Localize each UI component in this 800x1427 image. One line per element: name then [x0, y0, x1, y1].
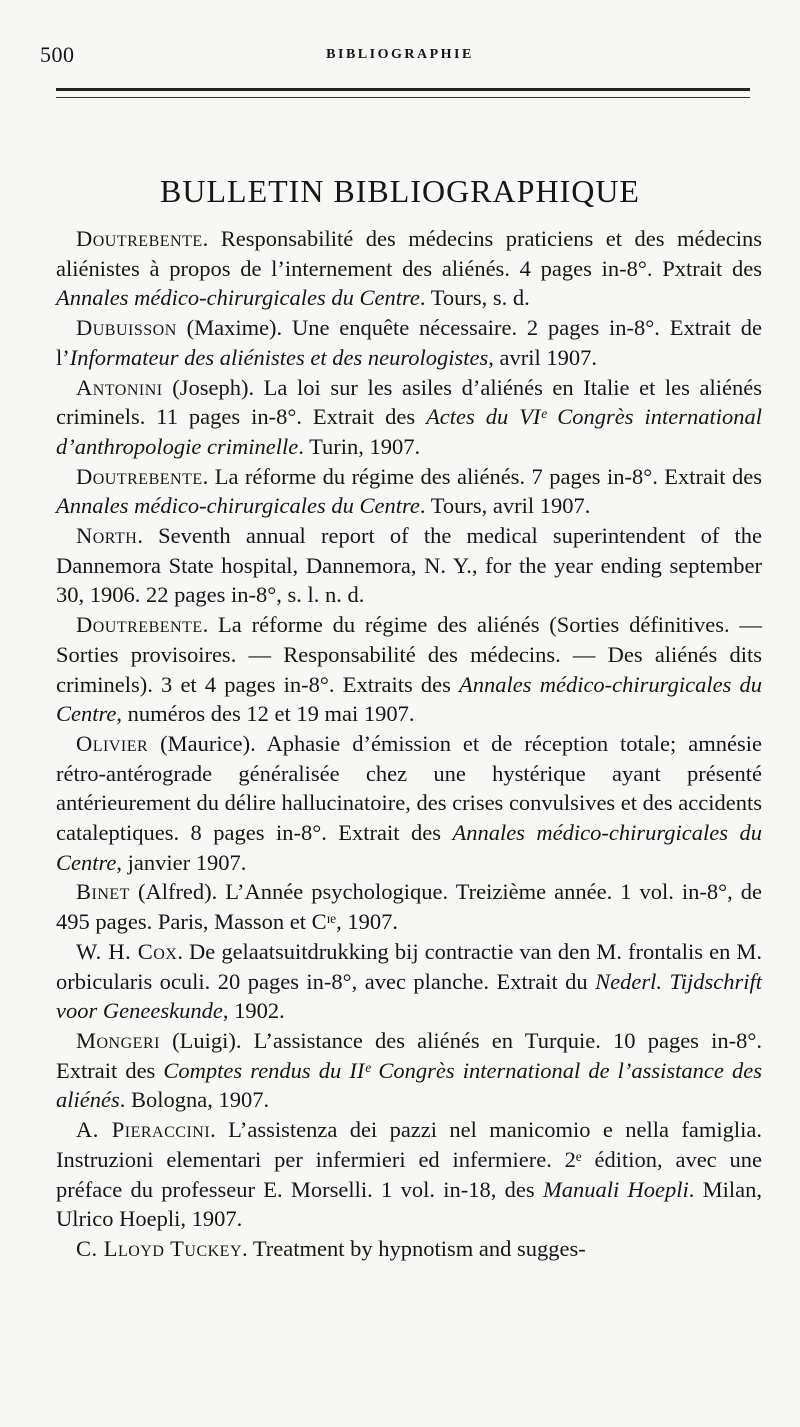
- running-title: BIBLIOGRAPHIE: [326, 47, 474, 62]
- entry-text-end: , janvier 1907.: [116, 849, 247, 875]
- bibliography-entry: [56, 462, 762, 521]
- entry-author: North: [76, 523, 138, 549]
- entry-text: . La réforme du régime des aliénés (Sorties définitives. — Sorties provisoires. — Responsabilité des médecins. — Des aliénés dits criminels). 3 et 4 pages in-8°. Extraits des: [56, 612, 762, 697]
- entry-author: C. Lloyd Tuckey: [76, 1235, 243, 1261]
- bibliography-entry: [56, 1234, 762, 1264]
- bibliography-entries: [56, 224, 762, 1264]
- entry-author: Antonini: [76, 374, 163, 400]
- entry-author: Olivier: [76, 730, 149, 756]
- entry-text-end: , avril 1907.: [488, 344, 597, 370]
- bibliography-entry: [56, 610, 762, 729]
- entry-text-end: , numéros des 12 et 19 mai 1907.: [116, 701, 415, 727]
- entry-source-title: Actes du VIᵉ Congrès international d’anthropologie criminelle: [56, 404, 762, 459]
- entry-source-title: Manuali Hoepli: [542, 1176, 689, 1202]
- entry-source-title: Nederl. Tijdschrift voor Geneeskunde: [56, 968, 763, 1024]
- bibliography-entry: [56, 729, 762, 878]
- entry-text: (Maxime). Une enquête nécessaire. 2 pages in-8°. Extrait de l’: [56, 315, 762, 370]
- bibliography-entry: [56, 224, 762, 313]
- entry-text-end: . Turin, 1907.: [298, 433, 421, 459]
- entry-author: Dubuisson: [76, 315, 177, 341]
- entry-source-title: Comptes rendus du IIᵉ Congrès international de l’assistance des aliénés: [56, 1057, 762, 1113]
- section-title: BULLETIN BIBLIOGRAPHIQUE: [160, 173, 640, 210]
- entry-author: Doutrebente: [76, 612, 203, 638]
- entry-author: A. Pieraccini: [76, 1117, 211, 1143]
- bibliography-entry: [56, 1026, 762, 1115]
- entry-author: Binet: [76, 879, 130, 905]
- entry-text: (Joseph). La loi sur les asiles d’aliénés en Italie et les aliénés criminels. 11 pages in-8°. Extrait des: [56, 374, 762, 430]
- entry-text: (Luigi). L’assistance des aliénés en Turquie. 10 pages in-8°. Extrait des: [56, 1027, 762, 1083]
- entry-source-title: Annales médico-chirurgicales du Centre: [56, 671, 762, 727]
- entry-text: . L’assistenza dei pazzi nel manicomio e nella famiglia. Instruzioni elementari per infermieri ed infermiere. 2ᵉ édition, avec une préface du professeur E. Morselli. 1 vol. in-18, des: [56, 1117, 762, 1202]
- entry-text: . Responsabilité des médecins praticiens et des médecins aliénistes à propos de l’internement des aliénés. 4 pages in-8°. Pxtrait des: [56, 226, 762, 281]
- entry-text: . Treatment by hypnotism and sugges-: [242, 1235, 586, 1261]
- bibliography-entry: [56, 1115, 762, 1234]
- entry-text: (Alfred). L’Année psychologique. Treizième année. 1 vol. in-8°, de 495 pages. Paris, Masson et Cᶦᵉ, 1907.: [56, 879, 762, 935]
- entry-source-title: Annales médico-chirurgicales du Centre: [56, 820, 762, 875]
- header-rule-thin: [56, 97, 750, 98]
- bibliography-entry: [56, 373, 762, 462]
- entry-author: W. H. Cox: [76, 938, 178, 964]
- entry-author: Doutrebente: [76, 226, 203, 251]
- entry-source-title: Annales médico-chirurgicales du Centre: [56, 493, 420, 519]
- entry-text: . De gelaatsuitdrukking bij contractie van den M. frontalis en M. orbicularis oculi. 20 pages in-8°, avec planche. Extrait du: [56, 938, 762, 994]
- entry-text-end: . Bologna, 1907.: [119, 1087, 270, 1113]
- entry-text-end: . Tours, avril 1907.: [419, 493, 591, 519]
- bibliography-entry: [56, 521, 762, 610]
- header-rule-thick: [56, 88, 750, 91]
- running-head: [40, 38, 760, 74]
- entry-author: Mongeri: [76, 1027, 160, 1053]
- entry-text-end: . Tours, s. d.: [419, 285, 530, 311]
- entry-author: Doutrebente: [76, 463, 203, 489]
- entry-text: . Seventh annual report of the medical superintendent of the Dannemora State hospital, Dannemora, N. Y., for the year ending september 30, 1906. 22 pages in-8°, s. l. n. d.: [56, 523, 762, 608]
- entry-source-title: Annales médico-chirurgicales du Centre: [56, 285, 420, 311]
- bibliography-entry: [56, 313, 762, 372]
- bibliography-entry: [56, 877, 762, 936]
- entry-text-end: . Milan, Ulrico Hoepli, 1907.: [56, 1176, 763, 1232]
- entry-text: . La réforme du régime des aliénés. 7 pages in-8°. Extrait des: [202, 463, 762, 489]
- entry-text: (Maurice). Aphasie d’émission et de réception totale; amnésie rétro-antérograde généralisée chez une hystérique ayant présenté antérieurement du délire hallucinatoire, des crises convulsives et des accidents cataleptiques. 8 pages in-8°. Extrait des: [56, 730, 762, 846]
- page-number: 500: [40, 42, 75, 67]
- bibliography-entry: [56, 937, 762, 1026]
- entry-text-end: , 1902.: [222, 998, 285, 1024]
- entry-source-title: Informateur des aliénistes et des neurologistes: [69, 344, 489, 370]
